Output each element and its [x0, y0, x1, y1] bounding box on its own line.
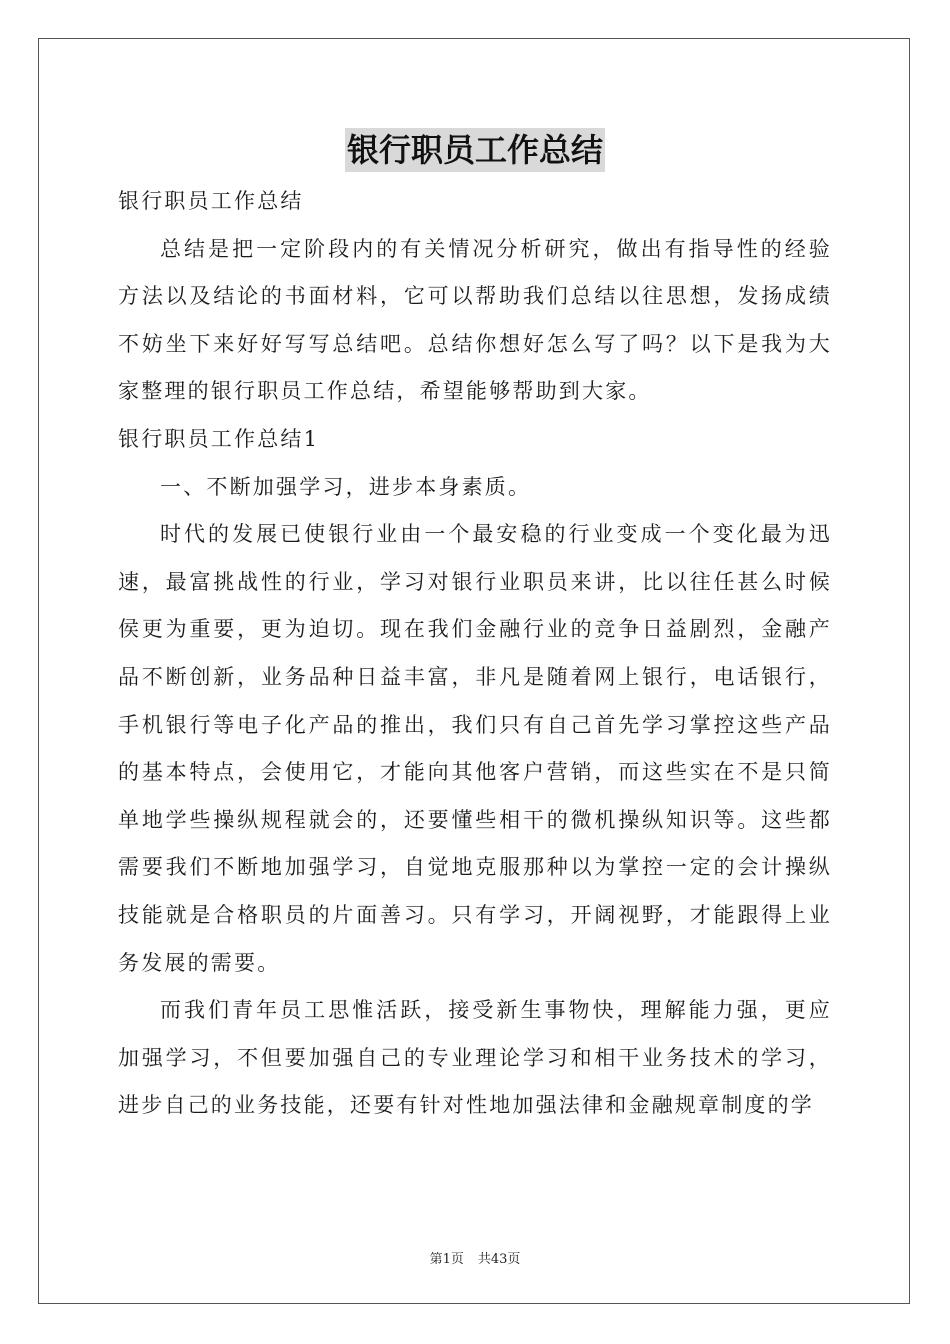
document-body [118, 178, 832, 1130]
page-number: 第1页 [429, 1252, 464, 1267]
page-total: 共43页 [477, 1252, 521, 1267]
paragraph-body-1: 时代的发展已使银行业由一个最安稳的行业变成一个变化最为迅速，最富挑战性的行业，学习对银行业职员来讲，比以往任甚么时候侯更为重要，更为迫切。现在我们金融行业的竞争日益剧烈，金融产品不断创新，业务品种日益丰富，非凡是随着网上银行，电话银行，手机银行等电子化产品的推出，我们只有自己首先学习掌控这些产品的基本特点，会使用它，才能向其他客户营销，而这些实在不是只简单地学些操纵规程就会的，还要懂些相干的微机操纵知识等。这些都需要我们不断地加强学习，自觉地克服那种以为掌控一定的会计操纵技能就是合格职员的片面善习。只有学习，开阔视野，才能跟得上业务发展的需要。 [118, 522, 832, 975]
paragraph-subtitle: 银行职员工作总结 [118, 189, 304, 213]
paragraph-body-2: 而我们青年员工思惟活跃，接受新生事物快，理解能力强，更应加强学习，不但要加强自己的专业理论学习和相干业务技术的学习，进步自己的业务技能，还要有针对性地加强法律和金融规章制度的学 [118, 998, 832, 1118]
paragraph-point-one: 一、不断加强学习，进步本身素质。 [160, 474, 532, 499]
document-title: 银行职员工作总结 [345, 128, 605, 172]
paragraph-section-heading: 银行职员工作总结1 [118, 426, 320, 451]
paragraph-intro: 总结是把一定阶段内的有关情况分析研究，做出有指导性的经验方法以及结论的书面材料，它可以帮助我们总结以往思想，发扬成绩不妨坐下来好好写写总结吧。总结你想好怎么写了吗？以下是我为大家整理的银行职员工作总结，希望能够帮助到大家。 [118, 236, 832, 404]
title-wrap [0, 128, 950, 172]
page-footer [0, 1248, 950, 1267]
